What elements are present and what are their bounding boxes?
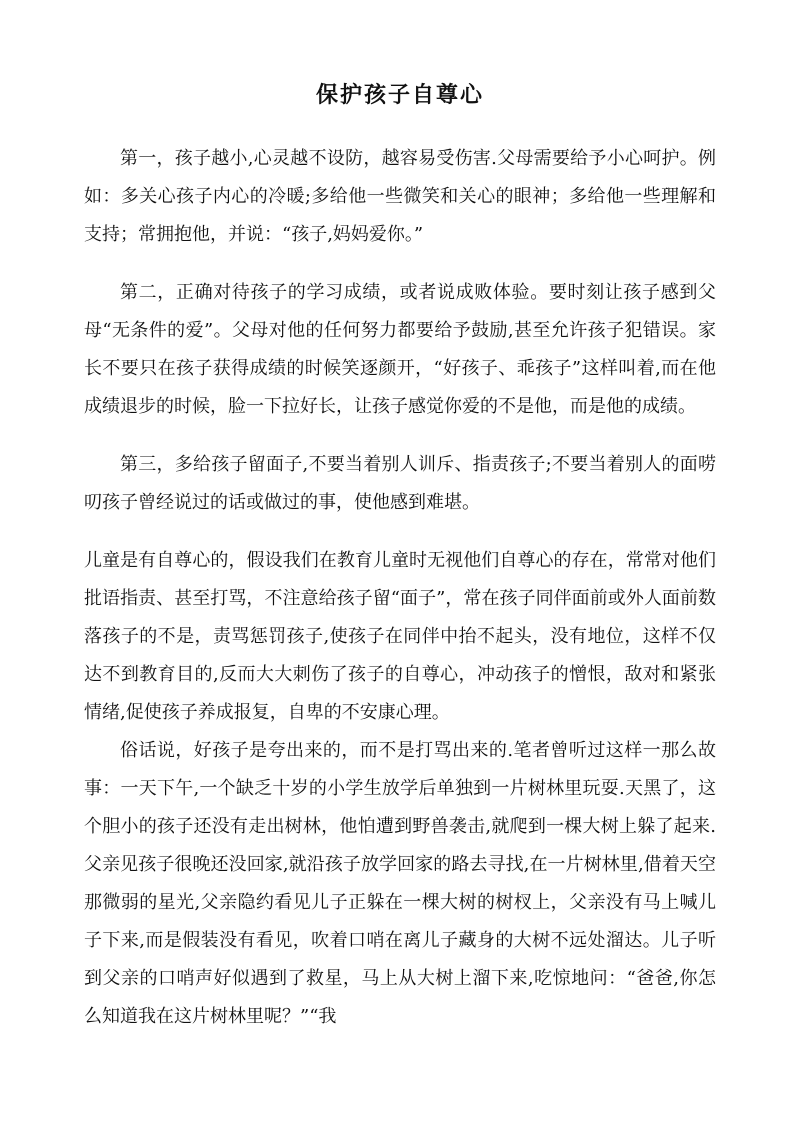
paragraph-self-esteem: 儿童是有自尊心的，假设我们在教育儿童时无视他们自尊心的存在，常常对他们批语指责、甚至打骂，不注意给孩子留“面子”，常在孩子同伴面前或外人面前数落孩子的不是，责骂惩罚孩子,使孩子在同伴中抬不起头，没有地位，这样不仅达不到教育目的,反而大大刺伤了孩子的自尊心，冲动孩子的憎恨，敌对和紧张情绪,促使孩子养成报复，自卑的不安康心理。 (84, 550, 716, 723)
document-title: 保护孩子自尊心 (315, 82, 484, 108)
paragraph-third: 第三，多给孩子留面子,不要当着别人训斥、指责孩子;不要当着别人的面唠叨孩子曾经说过的话或做过的事，使他感到难堪。 (84, 454, 716, 513)
paragraph-second: 第二，正确对待孩子的学习成绩，或者说成败体验。要时刻让孩子感到父母“无条件的爱”。父母对他的任何努力都要给予鼓励,甚至允许孩子犯错误。家长不要只在孩子获得成绩的时候笑逐颜开，“好孩子、乖孩子”这样叫着,而在他成绩退步的时候，脸一下拉好长，让孩子感觉你爱的不是他，而是他的成绩。 (84, 282, 716, 417)
paragraph-story: 俗话说，好孩子是夸出来的，而不是打骂出来的.笔者曾听过这样一那么故事：一天下午,一个缺乏十岁的小学生放学后单独到一片树林里玩耍.天黑了，这个胆小的孩子还没有走出树林，他怕遭到野兽袭击,就爬到一棵大树上躲了起来.父亲见孩子很晚还没回家,就沿孩子放学回家的路去寻找,在一片树林里,借着天空那微弱的星光,父亲隐约看见儿子正躲在一棵大树的树杈上，父亲没有马上喊儿子下来,而是假装没有看见，吹着口哨在离儿子藏身的大树不远处溜达。儿子听到父亲的口哨声好似遇到了救星，马上从大树上溜下来,吃惊地问：“爸爸,你怎么知道我在这片树林里呢？”“我 (84, 740, 716, 1027)
document-body (84, 140, 716, 1036)
paragraph-first: 第一，孩子越小,心灵越不设防，越容易受伤害.父母需要给予小心呵护。例如：多关心孩子内心的冷暖;多给他一些微笑和关心的眼神；多给他一些理解和支持；常拥抱他，并说：“孩子,妈妈爱你。” (84, 148, 716, 245)
